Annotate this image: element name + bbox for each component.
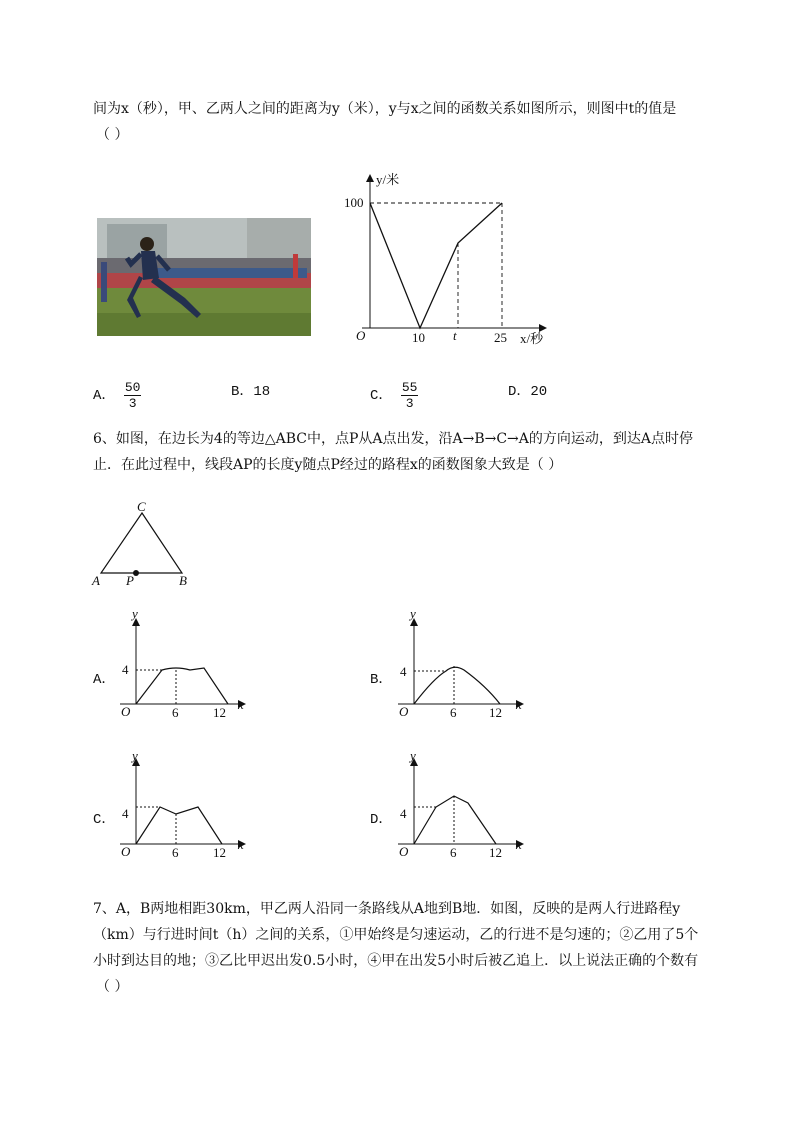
q5-stem-line1: 间为x（秒），甲、乙两人之间的距离为y（米），y与x之间的函数关系如图所示，则图中t的值是 bbox=[93, 101, 677, 117]
q5-option-d[interactable] bbox=[508, 380, 547, 400]
svg-text:O: O bbox=[399, 704, 409, 719]
svg-text:6: 6 bbox=[450, 845, 457, 860]
q6-graph-b[interactable] bbox=[390, 608, 530, 723]
q6-graph-a[interactable] bbox=[112, 608, 252, 723]
q6-option-c-letter[interactable]: C． bbox=[93, 812, 116, 828]
x-tick-10: 10 bbox=[412, 330, 425, 345]
q5-distance-graph bbox=[340, 168, 555, 353]
svg-text:12: 12 bbox=[213, 705, 226, 720]
q7-stem-line2: （km）与行进时间t（h）之间的关系，①甲始终是匀速运动，乙的行进不是匀速的；②乙用了5个 bbox=[93, 927, 699, 943]
svg-text:x: x bbox=[238, 697, 244, 712]
q7-stem-line3: 小时到达目的地；③乙比甲迟出发0.5小时，④甲在出发5小时后被乙追上．以上说法正确的个数有 bbox=[93, 953, 699, 969]
svg-text:x: x bbox=[516, 837, 522, 852]
svg-text:x: x bbox=[516, 697, 522, 712]
svg-text:y: y bbox=[132, 608, 138, 621]
svg-text:O: O bbox=[399, 844, 409, 859]
vertex-a-label: A bbox=[92, 573, 100, 588]
svg-text:4: 4 bbox=[122, 806, 129, 821]
svg-text:y: y bbox=[410, 750, 416, 763]
q5-answer-blank: （ ） bbox=[96, 127, 129, 143]
q6-option-d-letter[interactable]: D． bbox=[370, 812, 393, 828]
q6-option-a-letter[interactable]: A． bbox=[93, 672, 116, 688]
y-axis-label: y/米 bbox=[376, 172, 400, 187]
q6-graph-d[interactable] bbox=[390, 750, 530, 865]
q6-graph-c[interactable] bbox=[112, 750, 252, 865]
option-letter: D． bbox=[508, 384, 531, 400]
curve bbox=[136, 668, 228, 704]
q6-stem-line1: 6、如图，在边长为4的等边△ABC中，点P从A点出发，沿A→B→C→A的方向运动，到达A点时停 bbox=[93, 431, 694, 447]
point-p-label: P bbox=[126, 573, 134, 588]
vertex-b-label: B bbox=[179, 573, 187, 588]
q5-option-c[interactable] bbox=[370, 380, 418, 411]
option-value: 18 bbox=[253, 384, 271, 400]
svg-text:6: 6 bbox=[450, 705, 457, 720]
svg-text:6: 6 bbox=[172, 845, 179, 860]
curve bbox=[136, 807, 222, 844]
svg-text:y: y bbox=[410, 608, 416, 621]
q5-option-b[interactable] bbox=[231, 380, 270, 400]
q5-option-a[interactable] bbox=[93, 380, 141, 411]
svg-text:O: O bbox=[121, 704, 131, 719]
fraction: $\frac{50}{3}$ bbox=[124, 380, 141, 411]
q7-answer-blank: （ ） bbox=[96, 979, 129, 995]
option-value: 20 bbox=[530, 384, 548, 400]
q6-option-b-letter[interactable]: B． bbox=[370, 672, 393, 688]
svg-text:4: 4 bbox=[400, 806, 407, 821]
q7-stem-line1: 7、A，B两地相距30km，甲乙两人沿同一条路线从A地到B地．如图，反映的是两人行进路程y bbox=[93, 901, 681, 917]
svg-text:x: x bbox=[238, 837, 244, 852]
vertex-c-label: C bbox=[137, 499, 146, 514]
svg-text:O: O bbox=[121, 844, 131, 859]
svg-text:4: 4 bbox=[122, 662, 129, 677]
svg-text:12: 12 bbox=[213, 845, 226, 860]
option-letter: B． bbox=[231, 384, 254, 400]
svg-text:y: y bbox=[132, 750, 138, 763]
q6-stem-line2: 止．在此过程中，线段AP的长度y随点P经过的路程x的函数图象大致是（ ） bbox=[93, 457, 563, 473]
svg-text:6: 6 bbox=[172, 705, 179, 720]
x-tick-25: 25 bbox=[494, 330, 507, 345]
triangle-abc bbox=[88, 495, 198, 590]
svg-text:12: 12 bbox=[489, 845, 502, 860]
option-letter: A． bbox=[93, 388, 116, 405]
y-tick-100: 100 bbox=[344, 195, 364, 210]
svg-text:12: 12 bbox=[489, 705, 502, 720]
curve bbox=[414, 667, 500, 704]
svg-text:4: 4 bbox=[400, 664, 407, 679]
distance-curve bbox=[370, 203, 502, 328]
x-tick-t: t bbox=[453, 328, 457, 343]
origin-label: O bbox=[356, 328, 366, 343]
curve bbox=[414, 796, 496, 844]
fraction: $\frac{55}{3}$ bbox=[401, 380, 418, 411]
runner-photo bbox=[97, 218, 311, 336]
option-letter: C． bbox=[370, 388, 393, 405]
x-axis-label: x/秒 bbox=[520, 331, 544, 346]
